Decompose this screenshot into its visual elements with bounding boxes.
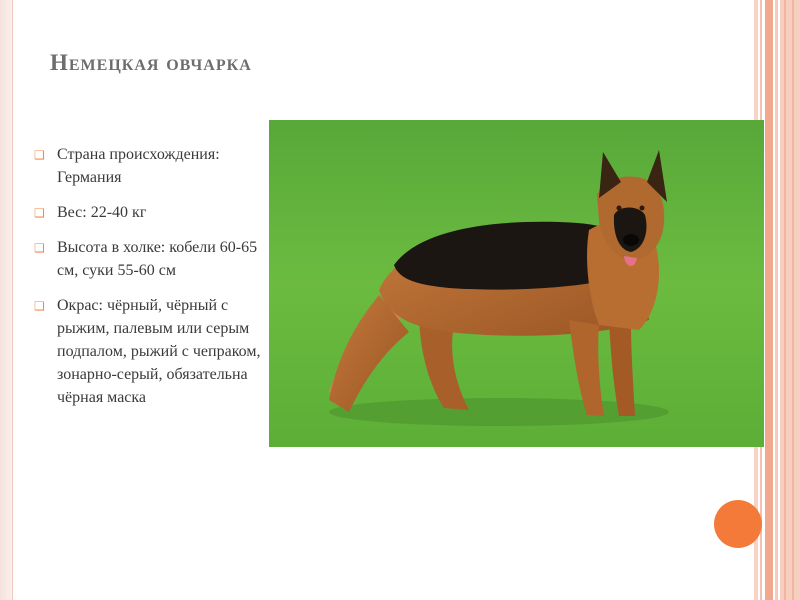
decorative-orange-circle xyxy=(714,500,762,548)
bullet-text: Высота в холке: кобели 60-65 см, суки 55-60 см xyxy=(57,239,258,279)
bullet-icon: ❑ xyxy=(34,241,45,255)
left-decorative-edge xyxy=(0,0,12,600)
slide-title: Немецкая овчарка xyxy=(50,50,252,75)
bullet-list xyxy=(34,143,266,421)
bullet-item-height xyxy=(34,236,266,282)
bullet-text: Вес: 22-40 кг xyxy=(57,204,147,221)
bullet-item-origin xyxy=(34,143,266,189)
bullet-text: Окрас: чёрный, чёрный с рыжим, палевым или серым подпалом, рыжий с чепраком, зонарно-серый, обязательна чёрная маска xyxy=(57,297,261,406)
german-shepherd-photo xyxy=(269,120,764,447)
left-edge-line xyxy=(12,0,13,600)
bullet-text: Страна происхождения: Германия xyxy=(57,146,220,186)
bullet-item-weight xyxy=(34,201,266,224)
bullet-item-color xyxy=(34,294,266,409)
bullet-icon: ❑ xyxy=(34,148,45,162)
bullet-icon: ❑ xyxy=(34,206,45,220)
bullet-icon: ❑ xyxy=(34,299,45,313)
